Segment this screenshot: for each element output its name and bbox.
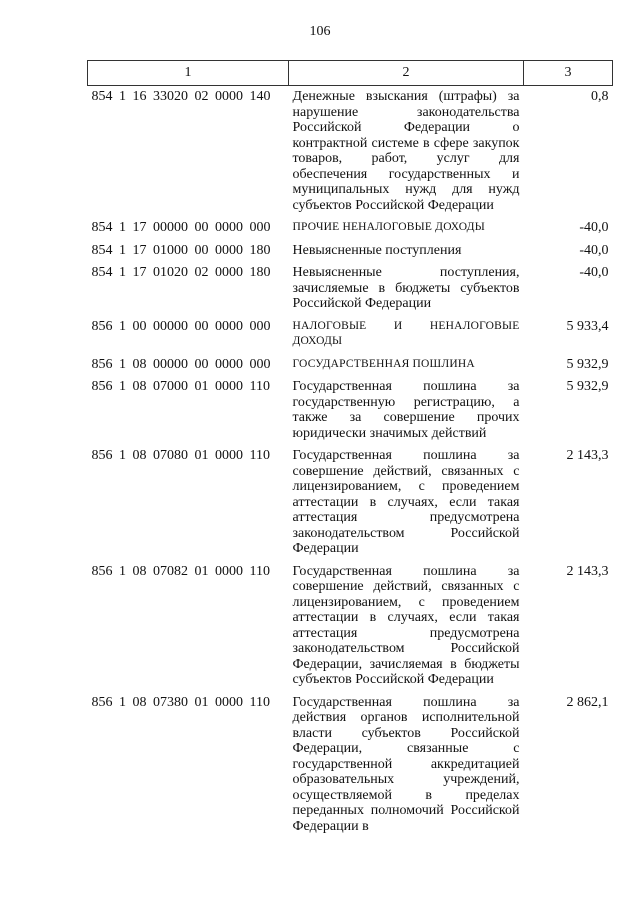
- income-name-cell: Государственная пошлина за совершение действий, связанных с лицензированием, с проведением аттестации в случаях, если такая аттестация предусмотрена законодательством Российской Федерации: [292, 448, 520, 556]
- budget-code-cell: 854 1 16 33020 02 0000 140: [91, 89, 271, 104]
- table-row: [88, 262, 613, 316]
- income-name-cell: Государственная пошлина за государственную регистрацию, а также за совершение прочих юридически значимых действий: [292, 379, 520, 441]
- table-body: [88, 86, 613, 839]
- income-name-cell: Денежные взыскания (штрафы) за нарушение законодательства Российской Федерации о контрактной системе в сфере закупок товаров, работ, услуг для обеспечения государственных и муниципальных нужд для нужд субъектов Российской Федерации: [292, 89, 520, 213]
- table-row: [88, 86, 613, 218]
- amount-cell: -40,0: [579, 265, 609, 280]
- budget-code-cell: 854 1 17 01020 02 0000 180: [91, 265, 271, 280]
- budget-code-cell: 856 1 08 07082 01 0000 110: [91, 563, 270, 579]
- amount-cell: 2 862,1: [566, 694, 609, 710]
- page-number: 106: [309, 24, 331, 39]
- budget-code-cell: 856 1 00 00000 00 0000 000: [91, 318, 271, 334]
- amount-cell: -40,0: [579, 220, 609, 235]
- budget-revenue-table: [87, 60, 613, 838]
- budget-code-cell: 854 1 17 01000 00 0000 180: [91, 242, 271, 258]
- amount-cell: 2 143,3: [566, 448, 609, 463]
- amount-cell: -40,0: [579, 242, 609, 258]
- amount-cell: 5 933,4: [566, 318, 609, 334]
- budget-code-cell: 856 1 08 00000 00 0000 000: [91, 356, 271, 372]
- amount-cell: 2 143,3: [566, 563, 609, 579]
- amount-cell: 5 932,9: [566, 379, 609, 394]
- income-name-cell: Невыясненные поступления, зачисляемые в бюджеты субъектов Российской Федерации: [292, 265, 520, 311]
- table-row: [88, 445, 613, 561]
- income-name-cell: Невыясненные поступления: [292, 242, 462, 258]
- table-row: [88, 316, 613, 354]
- budget-code-cell: 856 1 08 07080 01 0000 110: [91, 448, 270, 463]
- header-col-value: 3: [524, 61, 613, 86]
- table-header: [88, 61, 613, 86]
- header-col-code: 1: [88, 61, 289, 86]
- income-name-cell: ПРОЧИЕ НЕНАЛОГОВЫЕ ДОХОДЫ: [292, 221, 485, 233]
- budget-code-cell: 856 1 08 07380 01 0000 110: [91, 694, 270, 710]
- table-row: [88, 692, 613, 839]
- income-name-cell: ГОСУДАРСТВЕННАЯ ПОШЛИНА: [292, 357, 475, 370]
- income-name-cell: Государственная пошлина за действия органов исполнительной власти субъектов Российской Федерации, связанные с государственной аккредитацией образовательных учреждений, осуществляемой в пределах переданных полномочий Российской Федерации в: [292, 694, 520, 834]
- amount-cell: 0,8: [591, 89, 609, 104]
- income-name-cell: Государственная пошлина за совершение действий, связанных с лицензированием, с проведением аттестации в случаях, если такая аттестация предусмотрена законодательством Российской Федерации, зачисляемая в бюджеты субъектов Российской Федерации: [292, 563, 520, 687]
- budget-code-cell: 854 1 17 00000 00 0000 000: [91, 220, 271, 235]
- table-row: [88, 217, 613, 240]
- table-row: [88, 240, 613, 263]
- header-col-name: 2: [289, 61, 524, 86]
- budget-code-cell: 856 1 08 07000 01 0000 110: [91, 379, 270, 394]
- header-row: [88, 61, 613, 86]
- income-name-cell: НАЛОГОВЫЕ И НЕНАЛОГОВЫЕ ДОХОДЫ: [292, 319, 520, 347]
- table-row: [88, 561, 613, 692]
- amount-cell: 5 932,9: [566, 356, 609, 372]
- table-row: [88, 376, 613, 445]
- table-row: [88, 354, 613, 377]
